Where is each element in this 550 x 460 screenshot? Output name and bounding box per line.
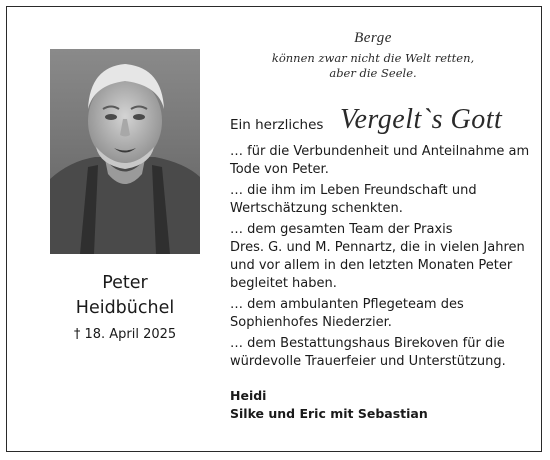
deceased-first-name: Peter (102, 273, 148, 293)
body-line: würdevolle Trauerfeier und Unterstützung. (230, 354, 506, 369)
body-line: … dem ambulanten Pflegeteam des (230, 297, 464, 312)
thanks-heading (230, 104, 530, 140)
death-date: † 18. April 2025 (73, 327, 177, 342)
deceased-last-name: Heidbüchel (75, 298, 175, 318)
body-line: Dres. G. und M. Pennartz, die in vielen Jahren (230, 240, 525, 255)
body-line: Wertschätzung schenkten. (230, 201, 403, 216)
signature-line-2: Silke und Eric mit Sebastian (230, 406, 428, 421)
thanks-intro: Ein herzliches (230, 117, 324, 133)
signature-line-1: Heidi (230, 388, 267, 403)
quote-line-1: können zwar nicht die Welt retten, (271, 51, 475, 65)
body-line: und vor allem in den letzten Monaten Peter (230, 258, 513, 273)
body-line: … für die Verbundenheit und Anteilnahme am (230, 144, 530, 159)
thanks-script: Vergelt`s Gott (340, 104, 503, 135)
body-line: … dem gesamten Team der Praxis (230, 222, 453, 237)
portrait-photo (50, 49, 200, 254)
body-line: Sophienhofes Niederzier. (230, 315, 392, 330)
body-line: begleitet haben. (230, 276, 337, 291)
body-line: … dem Bestattungshaus Birekoven für die (230, 336, 505, 351)
body-line: … die ihm im Leben Freundschaft und (230, 183, 477, 198)
body-line: Tode von Peter. (230, 162, 329, 177)
quote-word: Berge (354, 30, 392, 46)
quote-line-2: aber die Seele. (329, 66, 417, 80)
